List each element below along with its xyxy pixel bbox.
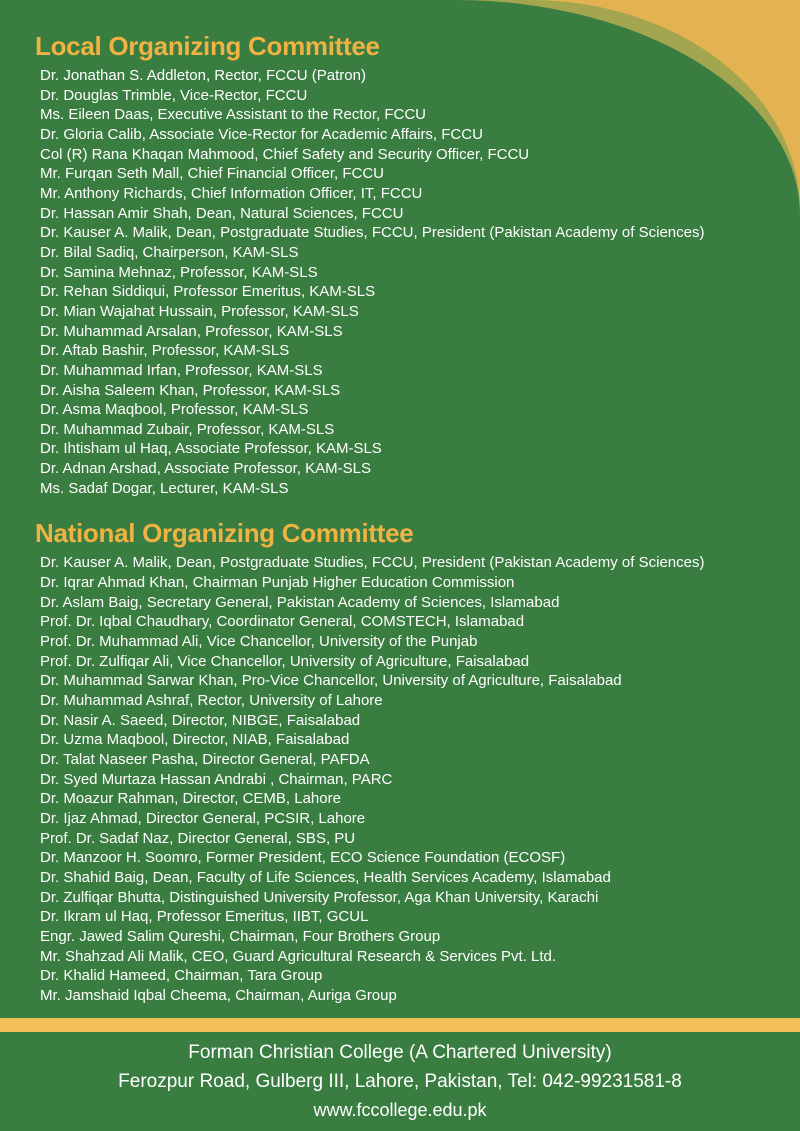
national-committee-member-list bbox=[0, 553, 800, 1005]
footer-college-name: Forman Christian College (A Chartered University) bbox=[188, 1042, 612, 1063]
committee-member: Dr. Hassan Amir Shah, Dean, Natural Sciences, FCCU bbox=[40, 204, 404, 222]
committee-member: Dr. Jonathan S. Addleton, Rector, FCCU (Patron) bbox=[40, 67, 366, 84]
committee-member: Dr. Douglas Trimble, Vice-Rector, FCCU bbox=[40, 86, 308, 104]
committee-member: Dr. Adnan Arshad, Associate Professor, KAM-SLS bbox=[40, 460, 372, 478]
committee-member: Prof. Dr. Muhammad Ali, Vice Chancellor, University of the Punjab bbox=[40, 633, 478, 651]
committee-member: Dr. Mian Wajahat Hussain, Professor, KAM-SLS bbox=[40, 302, 359, 320]
committee-member: Dr. Uzma Maqbool, Director, NIAB, Faisalabad bbox=[40, 731, 350, 749]
committee-member: Prof. Dr. Zulfiqar Ali, Vice Chancellor, University of Agriculture, Faisalabad bbox=[40, 652, 530, 670]
committee-member: Prof. Dr. Iqbal Chaudhary, Coordinator General, COMSTECH, Islamabad bbox=[40, 613, 525, 631]
committee-member: Dr. Aslam Baig, Secretary General, Pakistan Academy of Sciences, Islamabad bbox=[40, 593, 560, 611]
committee-member: Dr. Muhammad Arsalan, Professor, KAM-SLS bbox=[40, 322, 343, 340]
committee-member: Dr. Muhammad Zubair, Professor, KAM-SLS bbox=[40, 420, 335, 438]
committee-member: Dr. Bilal Sadiq, Chairperson, KAM-SLS bbox=[40, 243, 299, 261]
committee-member: Dr. Ijaz Ahmad, Director General, PCSIR, Lahore bbox=[40, 809, 366, 827]
committee-member: Dr. Aisha Saleem Khan, Professor, KAM-SLS bbox=[40, 381, 341, 399]
committee-member: Dr. Ihtisham ul Haq, Associate Professor, KAM-SLS bbox=[40, 440, 382, 458]
committee-member: Dr. Manzoor H. Soomro, Former President, ECO Science Foundation (ECOSF) bbox=[40, 849, 566, 867]
section-national-organizing-committee bbox=[0, 498, 800, 1005]
committee-member: Dr. Gloria Calib, Associate Vice-Rector for Academic Affairs, FCCU bbox=[40, 125, 483, 143]
committee-member: Dr. Nasir A. Saeed, Director, NIBGE, Faisalabad bbox=[40, 711, 361, 729]
committee-member: Dr. Khalid Hameed, Chairman, Tara Group bbox=[40, 967, 323, 985]
committee-member: Dr. Kauser A. Malik, Dean, Postgraduate Studies, FCCU, President (Pakistan Academy of Sciences) bbox=[40, 554, 705, 572]
committee-member: Dr. Syed Murtaza Hassan Andrabi , Chairman, PARC bbox=[40, 770, 393, 788]
committee-member: Dr. Iqrar Ahmad Khan, Chairman Punjab Higher Education Commission bbox=[40, 574, 515, 592]
footer-address-phone: Ferozpur Road, Gulberg III, Lahore, Pakistan, Tel: 042-99231581-8 bbox=[118, 1070, 682, 1092]
footer-accent-bar bbox=[0, 1018, 800, 1032]
committee-member: Dr. Muhammad Irfan, Professor, KAM-SLS bbox=[40, 361, 323, 379]
committee-member: Dr. Moazur Rahman, Director, CEMB, Lahore bbox=[40, 790, 341, 808]
national-committee-title: National Organizing Committee bbox=[35, 518, 414, 549]
committee-member: Mr. Anthony Richards, Chief Information Officer, IT, FCCU bbox=[40, 184, 423, 202]
committee-member: Mr. Furqan Seth Mall, Chief Financial Officer, FCCU bbox=[40, 165, 385, 183]
committee-member: Dr. Asma Maqbool, Professor, KAM-SLS bbox=[40, 401, 309, 419]
committee-member: Dr. Aftab Bashir, Professor, KAM-SLS bbox=[40, 342, 290, 360]
committee-member: Col (R) Rana Khaqan Mahmood, Chief Safety and Security Officer, FCCU bbox=[40, 145, 530, 163]
committee-member: Dr. Samina Mehnaz, Professor, KAM-SLS bbox=[40, 263, 318, 281]
section-local-organizing-committee bbox=[0, 0, 800, 498]
committee-member: Engr. Jawed Salim Qureshi, Chairman, Four Brothers Group bbox=[40, 927, 441, 945]
committee-member: Prof. Dr. Sadaf Naz, Director General, SBS, PU bbox=[40, 829, 356, 847]
committee-member: Dr. Muhammad Sarwar Khan, Pro-Vice Chancellor, University of Agriculture, Faisalabad bbox=[40, 672, 622, 690]
committee-member: Mr. Shahzad Ali Malik, CEO, Guard Agricultural Research & Services Pvt. Ltd. bbox=[40, 947, 557, 965]
committee-member: Dr. Talat Naseer Pasha, Director General, PAFDA bbox=[40, 751, 370, 768]
committee-member: Mr. Jamshaid Iqbal Cheema, Chairman, Auriga Group bbox=[40, 986, 397, 1004]
local-committee-title: Local Organizing Committee bbox=[35, 31, 380, 61]
footer bbox=[0, 1032, 800, 1131]
committee-member: Dr. Zulfiqar Bhutta, Distinguished University Professor, Aga Khan University, Karachi bbox=[40, 888, 599, 906]
committee-member: Ms. Sadaf Dogar, Lecturer, KAM-SLS bbox=[40, 479, 289, 497]
committee-member: Dr. Kauser A. Malik, Dean, Postgraduate Studies, FCCU, President (Pakistan Academy of Sciences) bbox=[40, 224, 705, 242]
committee-member: Dr. Shahid Baig, Dean, Faculty of Life Sciences, Health Services Academy, Islamabad bbox=[40, 868, 611, 886]
committee-member: Dr. Rehan Siddiqui, Professor Emeritus, KAM-SLS bbox=[40, 283, 376, 301]
local-committee-member-list bbox=[0, 66, 800, 498]
footer-website: www.fccollege.edu.pk bbox=[313, 1100, 487, 1120]
committee-member: Dr. Muhammad Ashraf, Rector, University of Lahore bbox=[40, 692, 383, 710]
committee-member: Ms. Eileen Daas, Executive Assistant to the Rector, FCCU bbox=[40, 106, 426, 124]
committee-member: Dr. Ikram ul Haq, Professor Emeritus, IIBT, GCUL bbox=[40, 908, 369, 926]
